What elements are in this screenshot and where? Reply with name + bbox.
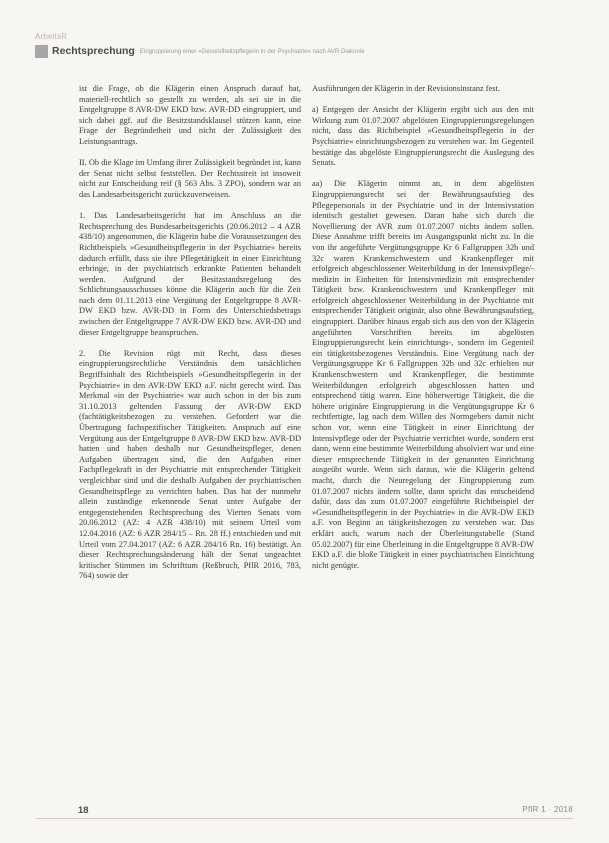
- footer-divider: [36, 818, 573, 819]
- paragraph: 2. Die Revision rügt mit Recht, dass dieses eingruppierungsrechtliche Verständnis dem tatsächlichen Begriffsinhalt des Richtbeispiels »Gesundheitspflegerin in der Psychiatrie« in den AVR-DW EKD a.F. nicht gerecht wird. Das Merkmal »in der Psychiatrie« war auch schon in der bis zum 31.10.2013 geltenden Fassung der AVR-DW EKD (fachtätigkeitsbezogen zu verstehen. Gefordert war die Übertragung fachspezifischer Tätigkeiten. Anspruch auf eine Vergütung aus der Entgeltgruppe 8 AVR-DW EKD bzw. AVR-DD hatten und haben deshalb nur Gesundheitspfleger, denen Aufgaben übertragen sind, die den Aufgaben einer Fachpflegekraft in der Psychiatrie mit entsprechender Tätigkeit vergleichbar sind und die deshalb Aufgaben der psychiatrischen Gesundheitspflege zu verrichten haben. Das hat der nunmehr allein zuständige erkennende Senat unter Aufgabe der entgegenstehenden Rechtsprechung des Vierten Senats vom 20.06.2012 (AZ: 4 AZR 438/10) mit seinem Urteil vom 12.04.2016 (AZ: 6 AZR 284/15 – Rn. 28 ff.) entschieden und mit Urteil vom 27.04.2017 (AZ: 6 AZR 284/16 Rn. 16) bestätigt. An dieser Rechtsprechungsänderung hält der Senat ungeachtet kritischer Stimmen im Schrifttum (Reßbruch, PflR 2016, 783, 764) sowie der: [79, 348, 301, 581]
- paragraph: Ausführungen der Klägerin in der Revisionsinstanz fest.: [312, 84, 500, 93]
- left-text-column: [79, 84, 301, 582]
- section-marker-square: [35, 45, 48, 58]
- paragraph: aa) Die Klägerin nimmt an, in dem abgelösten Eingruppierungsrecht sei der Bewährungsaufstieg des Pflegepersonals in der Psychiatrie und in der Intensivstation identisch gestaltet gewesen. Daran habe sich durch die Novellierung der AVR zum 01.07.2007 nichts ändern sollen. Diese Annahme trifft bereits im Ausgangspunkt nicht zu. In die von ihr angeführte Vergütungsgruppe Kr 6 Fallgruppen 32b und 32c waren Krankenschwestern und Krankenpfleger mit erfolgreich abgeschlossener Weiterbildung in der Intensivpflege/-medizin in Einheiten für Intensivmedizin mit entsprechender Tätigkeit bzw. Krankenschwestern und Krankenpfleger mit erfolgreich abgeschlossener Weiterbildung in der Psychiatrie mit entsprechender Tätigkeit originär, also ohne Bewährungsaufstieg, eingruppiert. Darüber hinaus ergab sich aus den von der Klägerin angeführten Vorschriften bereits im abgelösten Eingruppierungsrecht kein einrichtungs-, sondern im Gegenteil ein tätigkeitsbezogenes Verständnis. Eine Vergütung nach der Vergütungsgruppe Kr 6 Fallgruppen 32b und 32c erhielten nur Krankenschwestern und Krankenpfleger, die bestimmte Weiterbildungen erfolgreich abgeschlossen hatten und entsprechend tätig waren. Eine höherwertige Tätigkeit, die die höhere originäre Eingruppierung in die Vergütungsgruppe Kr 6 rechtfertigte, lag nach dem Willen des Normgebers damit nicht schon vor, wenn eine Tätigkeit in einer Einrichtung der Intensivpflege oder der Psychiatrie verrichtet wurde, sondern erst dann, wenn eine bestimmte Weiterbildung absolviert war und eine dieser entsprechende Tätigkeit in der genannten Einrichtung ausgeübt wurde. Wenn sich daraus, wie die Klägerin geltend macht, durch die Neuregelung der Eingruppierung zum 01.07.2007 nichts ändern sollte, dann spricht das entscheidend dafür, dass das zum 01.07.2007 eingeführte Richtbeispiel der »Gesundheitspflegerin in der Psychiatrie« in die AVR-DW EKD a.F. von Beginn an tätigkeitsbezogen zu verstehen war. Das erklärt auch, warum nach der Überleitungstabelle (Stand 05.02.2007) für eine Überleitung in die Entgeltgruppe 8 AVR-DW EKD a.F. die bloße Tätigkeit in einer psychiatrischen Einrichtung nicht genügte.: [312, 179, 534, 570]
- paragraph: 1. Das Landesarbeitsgericht hat im Anschluss an die Rechtsprechung des Bundesarbeitsgerichts (20.06.2012 – 4 AZR 438/10) angenommen, die Klägerin habe die Voraussetzungen des Richtbeispiels »Gesundheitspflegerin in der Psychiatrie« bereits dadurch erfüllt, dass sie ihre Pflegetätigkeit in einer Einrichtung erbringe, in der psychiatrisch erkrankte Patienten behandelt werden. Aufgrund der Besitzstandsregelung des Schlichtungsausschusses könne die Klägerin auch für die Zeit nach dem 01.11.2013 eine Vergütung der Entgeltgruppe 8 AVR-DW EKD bzw. AVR-DD in Form des Unterschiedsbetrags zwischen der Entgeltgruppe 7 AVR-DW EKD bzw. AVR-DD und dieser Entgeltgruppe beanspruchen.: [79, 211, 301, 337]
- section-subtitle: Eingruppierung einer »Gesundheitspflegerin in der Psychiatrie« nach AVR Diakonie: [139, 47, 365, 55]
- paragraph: a) Entgegen der Ansicht der Klägerin ergibt sich aus den mit Wirkung zum 01.07.2007 abgelösten Eingruppierungsregelungen nicht, dass das Richtbeispiel »Gesundheitspflegerin in der Psychiatrie« einrichtungsbezogen zu verstehen war. Im Gegenteil bestätige das abgelöste Eingruppierungsrecht die Auslegung des Senats.: [312, 105, 534, 168]
- paragraph: II. Ob die Klage im Umfang ihrer Zulässigkeit begründet ist, kann der Senat nicht selbst feststellen. Der Rechtsstreit ist insoweit nicht zur Entscheidung reif (§ 563 Abs. 3 ZPO), sondern war an das Landesarbeitsgericht zurückzuverweisen.: [79, 158, 301, 199]
- page-number: 18: [78, 805, 89, 816]
- paragraph: ist die Frage, ob die Klägerin einen Anspruch darauf hat, materiell-rechtlich so gestellt zu werden, als sei sie in die Entgeltgruppe 8 AVR-DW EKD bzw. AVR-DD eingruppiert, und sich dabei ggf. auf die Besitzstandsklausel stützen kann, eine Frage der Begründetheit und nicht der Zulässigkeit des Leistungsantrags.: [79, 84, 301, 146]
- section-header: [35, 44, 577, 58]
- journal-issue: PflR 1 · 2018: [522, 805, 573, 814]
- right-text-column: [312, 84, 534, 571]
- section-kicker: ArbeitsR: [35, 32, 68, 41]
- section-title: Rechtsprechung: [52, 45, 135, 57]
